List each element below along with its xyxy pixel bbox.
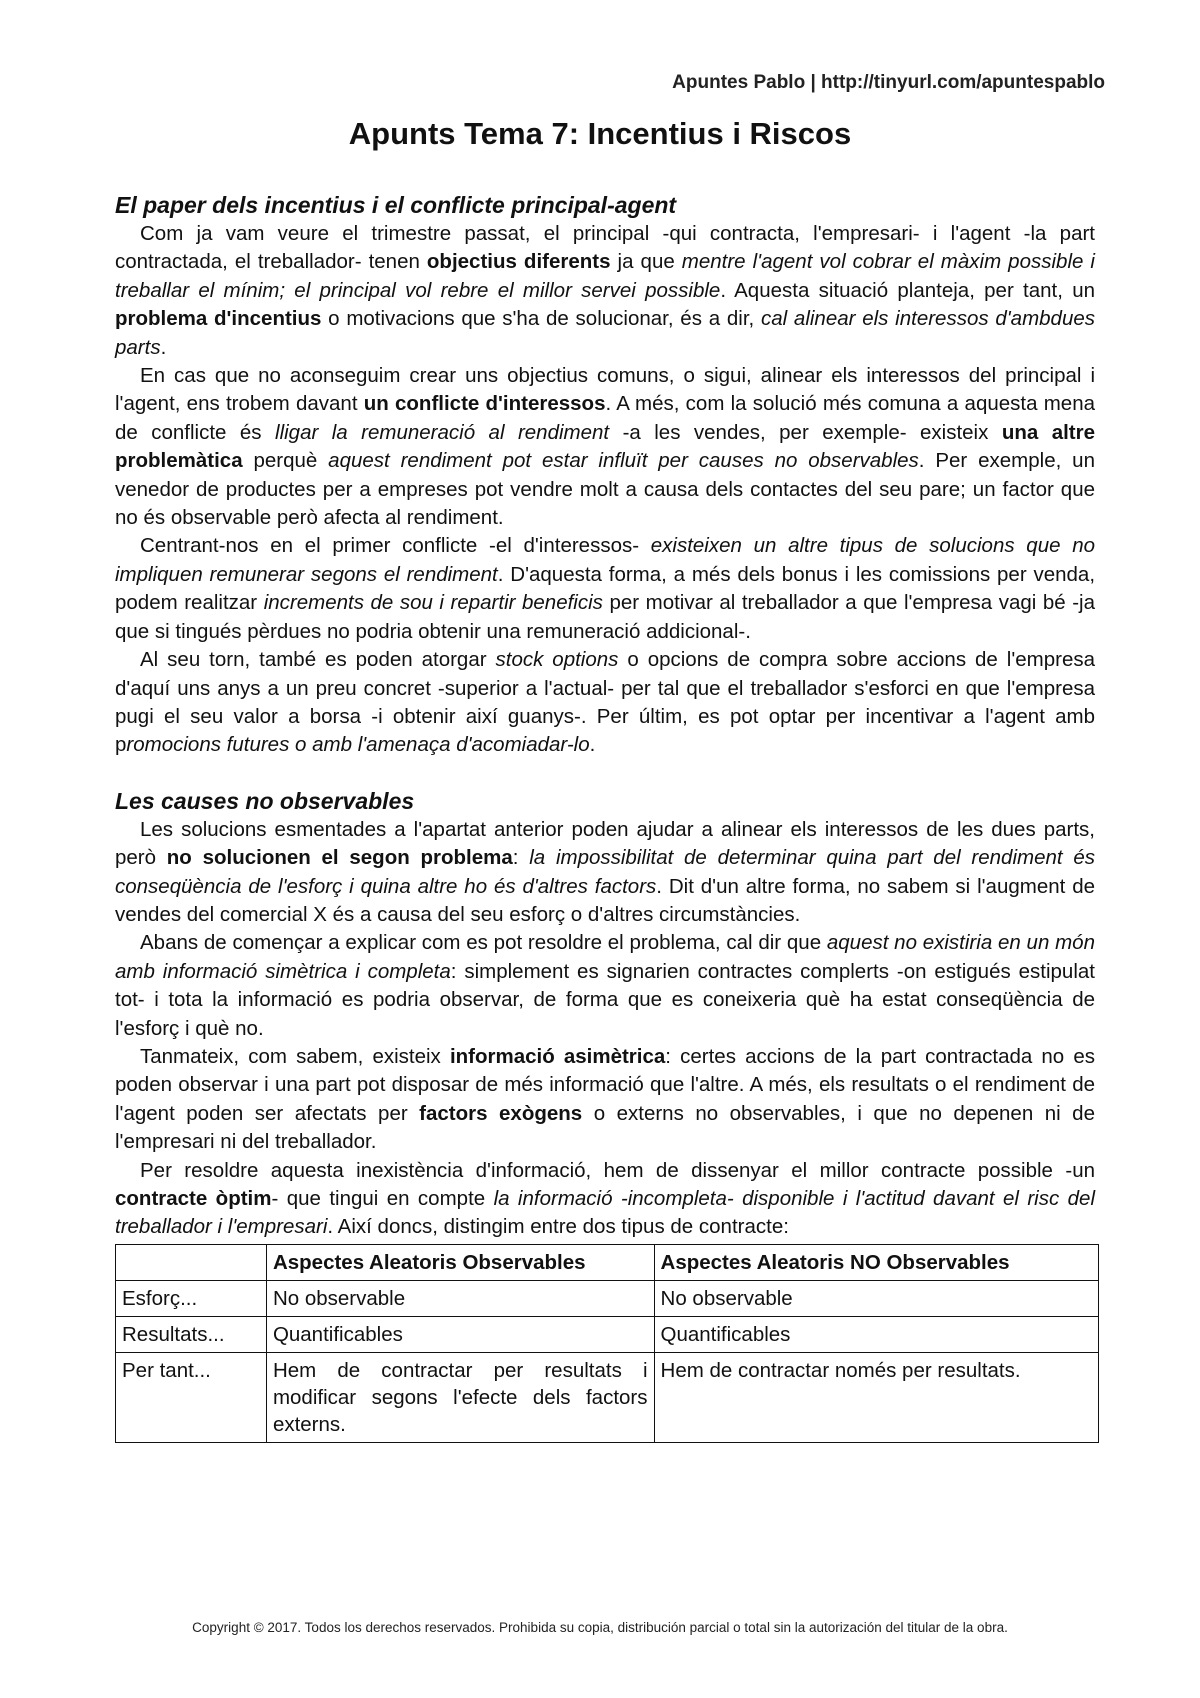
text-run: : [512,846,530,870]
italic-text: existeixen un altre tipus de solucions que no impliquen remunerar segons el rendiment [115,534,1095,586]
italic-text: cal alinear els interessos d'ambdues parts [115,307,1096,359]
text-run: Abans de començar a explicar com es pot resoldre el problema, cal dir que [140,931,827,955]
table-header-row [116,1244,1099,1280]
text-run: o motivacions que s'ha de solucionar, és a dir, [321,307,761,331]
table-cell: Esforç... [116,1280,267,1316]
table-cell: Per tant... [116,1352,267,1442]
italic-text: stock options [495,648,619,672]
section-heading-causes: Les causes no observables [115,787,415,814]
bold-text: contracte òptim [115,1187,272,1210]
text-run: . Dit d'un altre forma, no sabem si l'augment de vendes del comercial X és a causa del seu esforç o d'altres circumstàncies. [115,874,1095,926]
bold-text: factors exògens [419,1101,583,1125]
paragraph [115,1043,1095,1157]
text-run: perquè [242,449,329,473]
table-row [116,1316,1099,1352]
table-cell: No observable [266,1280,654,1316]
bold-text: no solucionen el segon problema [166,846,513,870]
text-run: Tanmateix, com sabem, existeix [140,1044,450,1068]
text-run: En cas que no aconseguim crear uns objectius comuns, o sigui, alinear els interessos del principal i l'agent, ens trobem davant [115,364,1095,416]
text-run: . Així doncs, distingim entre dos tipus de contracte: [327,1215,789,1239]
text-run: o opcions de compra sobre accions de l'empresa d'aquí uns anys a un preu concret -superior a l'actual- per tal que el treballador s'esforci en que l'empresa pugi el seu valor a borsa -i obtenir així guanys-. Per últim, es pot optar per incentivar a l'agent amb p [115,648,1095,757]
table-cell: Quantificables [654,1316,1098,1352]
table-row [116,1280,1099,1316]
paragraph [115,929,1095,1043]
text-run: -a les vendes, per exemple- existeix [609,420,1002,444]
text-run: Les solucions esmentades a l'apartat anterior poden ajudar a alinear els interessos de les dues parts, però [115,817,1095,870]
text-run: . Aquesta situació planteja, per tant, un [720,278,1095,302]
italic-text: la informació -incompleta- disponible i l'actitud davant el risc del treballador i l'empresari [115,1187,1095,1239]
text-run: : certes accions de la part contractada no es poden observar i una part pot disposar de més informació que l'altre. A més, els resultats o el rendiment de l'agent poden ser afectats per [115,1044,1095,1125]
table-row [116,1352,1099,1442]
section-spacer [115,760,1095,786]
table-cell: No observable [654,1280,1098,1316]
bold-text: problema d'incentius [115,307,322,331]
paragraph [115,646,1095,760]
paragraph [115,816,1095,930]
table-cell: Resultats... [116,1316,267,1352]
text-run: ja que [610,250,682,274]
document-title: Apunts Tema 7: Incentius i Riscos [348,116,852,151]
text-run: o externs no observables, i que no depenen ni de l'empresari ni del treballador. [115,1101,1095,1154]
bold-text: informació asimètrica [449,1044,666,1068]
contract-comparison-table [115,1244,1099,1443]
table-cell: Quantificables [266,1316,654,1352]
text-run: . Per exemple, un venedor de productes per a empreses pot vendre molt a causa dels contactes del seu pare; un factor que no és observable però afecta al rendiment. [115,449,1095,530]
table-header-cell [116,1244,267,1280]
italic-text: la impossibilitat de determinar quina part del rendiment és conseqüència de l'esforç i quina altre ho és d'altres factors [115,846,1095,898]
text-run: per motivar al treballador a que l'empresa vagi bé -ja que si tingués pèrdues no podria obtenir una remuneració addicional-. [115,591,1095,643]
text-run: Per resoldre aquesta inexistència d'informació, hem de dissenyar el millor contracte possible -un [140,1158,1095,1182]
bold-text: objectius diferents [426,250,611,274]
text-run: . D'aquesta forma, a més dels bonus i les comissions per venda, podem realitzar [115,562,1096,615]
text-run: . [160,335,167,359]
document-body [115,190,1095,1443]
italic-text: mentre l'agent vol cobrar el màxim possible i treballar el mínim; el principal vol rebre el millor servei possible [115,250,1095,302]
page-footer: Copyright © 2017. Todos los derechos reservados. Prohibida su copia, distribución parcial o total sin la autorización del titular de la obra. [192,1620,1008,1635]
text-run: Centrant-nos en el primer conflicte -el d'interessos- [140,534,651,558]
paragraph [115,1157,1095,1242]
text-run: . [589,733,596,757]
text-run: Al seu torn, també es poden atorgar [140,648,496,672]
paragraph [115,362,1095,532]
page-header: Apuntes Pablo | http://tinyurl.com/apuntespablo [672,72,1105,93]
italic-text: lligar la remuneració al rendiment [275,420,610,444]
text-run: : simplement es signarien contractes complerts -on estigués estipulat tot- i tota la informació es podria observar, de forma que es coneixeria què ha estat conseqüència de l'esforç i què no. [115,959,1095,1040]
text-run: . A més, com la solució més comuna a aquesta mena de conflicte és [115,392,1095,444]
text-run: - que tingui en compte [271,1187,494,1210]
bold-text: una altre problemàtica [115,420,1096,473]
table-header-cell: Aspectes Aleatoris Observables [266,1244,654,1280]
bold-text: un conflicte d'interessos [363,392,606,416]
table-cell: Hem de contractar només per resultats. [654,1352,1098,1442]
paragraph [115,532,1095,646]
section-heading-incentius: El paper dels incentius i el conflicte principal-agent [115,192,677,218]
italic-text: romocions futures o amb l'amenaça d'acomiadar-lo [126,733,590,757]
table-header-cell: Aspectes Aleatoris NO Observables [654,1244,1098,1280]
italic-text: aquest rendiment pot estar influït per causes no observables [328,449,919,473]
paragraph [115,220,1095,362]
italic-text: increments de sou i repartir beneficis [263,591,603,615]
table-cell: Hem de contractar per resultats i modificar segons l'efecte dels factors externs. [266,1352,654,1442]
italic-text: aquest no existiria en un món amb informació simètrica i completa [115,931,1095,983]
text-run: Com ja vam veure el trimestre passat, el principal -qui contracta, l'empresari- i l'agent -la part contractada, el treballador- tenen [115,222,1095,274]
